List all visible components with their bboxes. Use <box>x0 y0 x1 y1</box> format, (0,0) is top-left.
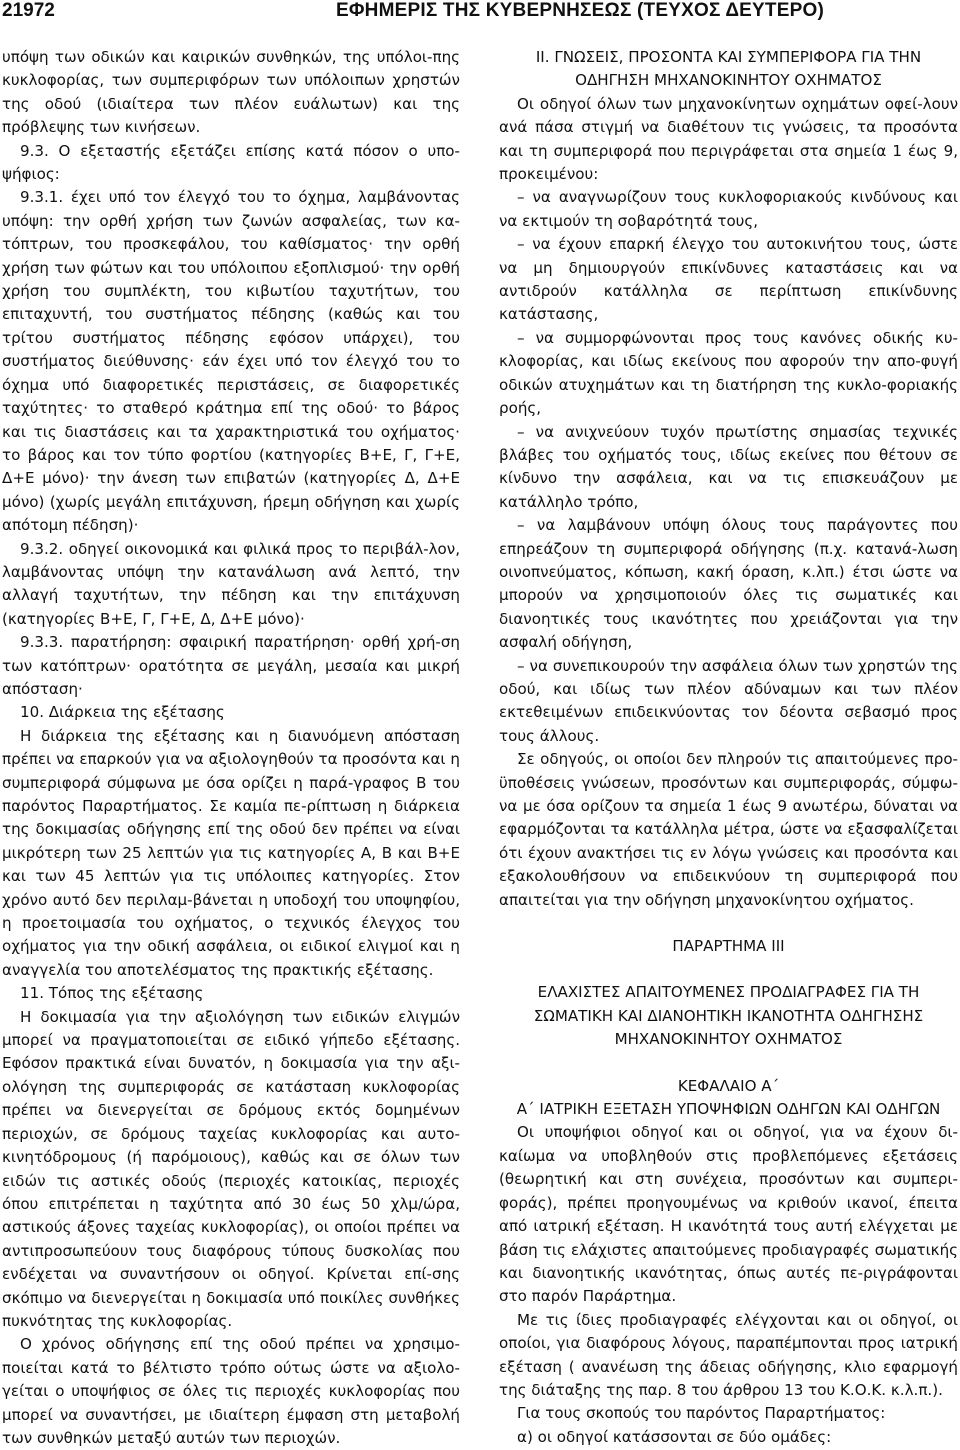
section-heading: 11. Τόπος της εξέτασης <box>20 984 204 1003</box>
paragraph: Ο χρόνος οδήγησης επί της οδού πρέπει να χρησιμο-ποιείται κατά το βέλτιστο τρόπο ούτως ώστε να αξιολο-γείται ο υποψήφιος σε όλες τις περιοχές κυκλοφορίας που μπορεί να συναντήσει, με ιδιαίτερη έμφαση στη μεταβολή των συνθηκών μεταξύ αυτών των περιοχών. <box>2 1335 460 1447</box>
annex-subtitle: ΕΛΑΧΙΣΤΕΣ ΑΠΑΙΤΟΥΜΕΝΕΣ ΠΡΟΔΙΑΓΡΑΦΕΣ ΓΙΑ ΤΗ ΣΩΜΑΤΙΚΗ ΚΑΙ ΔΙΑΝΟΗΤΙΚΗ ΙΚΑΝΟΤΗΤΑ ΟΔΗΓΗΣΗΣ ΜΗΧΑΝΟΚΙΝΗΤΟΥ ΟΧΗΜΑΤΟΣ <box>533 983 924 1049</box>
paragraph: 9.3.1. έχει υπό τον έλεγχό του το όχημα, λαμβάνοντας υπόψη: την ορθή χρήση των ζωνών ασφαλείας, των κα-τόπτρων, του προσκεφάλου, του καθίσματος· την ορθή χρήση των φώτων και του υπόλοιπου εξοπλισμού· την ορθή χρήση του συμπλέκτη, του κιβωτίου ταχυτήτων, του επιταχυντή, του συστήματος πέδησης (καθώς και του τρίτου συστήματος πέδησης εφόσον υπάρχει), του συστήματος διεύθυνσης· εάν έχει υπό τον έλεγχό του το όχημα υπό διαφορετικές περιστάσεις, σε διαφορετικές ταχύτητες· το σταθερό κράτημα επί της οδού· το βάρος και τις διαστάσεις και τα χαρακτηριστικά του οχήματος· το βάρος και τον τύπο φορτίου (κατηγορίες Β+Ε, Γ, Γ+Ε, Δ+Ε μόνο)· την άνεση των επιβατών (κατηγορίες Δ, Δ+Ε μόνο) (χωρίς μεγάλη επιτάχυνση, ήρεμη οδήγηση και χωρίς απότομη πέδηση)· <box>2 188 460 535</box>
paragraph: Για τους σκοπούς του παρόντος Παραρτήματος: <box>517 1404 886 1423</box>
right-column <box>499 46 958 1446</box>
paragraph: Η διάρκεια της εξέτασης και η διανυόμενη απόσταση πρέπει να επαρκούν για να αξιολογηθούν τα προσόντα και η συμπεριφορά σύμφωνα με όσα ορίζει η παρά-γραφος Β του παρόντος Παραρτήματος. Σε καμία πε-ρίπτωση η διάρκεια της δοκιμασίας οδήγησης επί της οδού δεν πρέπει να είναι μικρότερη των 25 λεπτών για τις κατηγορίες Α, Β και Β+Ε και των 45 λεπτών για τις υπόλοιπες κατηγορίες. Στον χρόνο αυτό δεν περιλαμ-βάνεται η υποδοχή του υποψηφίου, η προετοιμασία του οχήματος, ο τεχνικός έλεγχος του οχήματος για την οδική ασφάλεια, οι ειδικοί ελιγμοί και η αναγγελία του αποτελέσματος της πρακτικής εξέτασης. <box>2 726 460 979</box>
paragraph: υπόψη των οδικών και καιρικών συνθηκών, της υπόλοι-πης κυκλοφορίας, των συμπεριφόρων των υπόλοιπων χρηστών της οδού (ιδιαίτερα των πλέον ευάλωτων) και της πρόβλεψης των κινήσεων. <box>2 48 460 137</box>
list-item: – να αναγνωρίζουν τους κυκλοφοριακούς κινδύνους και να εκτιμούν τη σοβαρότητά τους, <box>499 188 958 230</box>
list-item: – να ανιχνεύουν τυχόν πρωτίστης σημασίας τεχνικές βλάβες του οχήματός τους, ιδίως εκείνες που θέτουν σε κίνδυνο την ασφάλεια, και να τις επισκευάζουν με κατάλληλο τρόπο, <box>499 422 958 511</box>
paragraph: 9.3.3. παρατήρηση: σφαιρική παρατήρηση· ορθή χρή-ση των κατόπτρων· ορατότητα σε μεγάλη, μεσαία και μικρή απόσταση· <box>2 633 460 698</box>
paragraph: α) οι οδηγοί κατάσσονται σε δύο ομάδες: <box>517 1427 832 1446</box>
paragraph: Οι οδηγοί όλων των μηχανοκίνητων οχημάτων οφεί-λουν ανά πάσα στιγμή να διαθέτουν τις γνώσεις, τα προσόντα και τη συμπεριφορά που περιγράφεται στα σημεία 1 έως 9, προκειμένου: <box>499 94 958 184</box>
section-heading: 10. Διάρκεια της εξέτασης <box>20 703 225 722</box>
annex-title: ΠΑΡΑΡΤΗΜΑ ΙΙΙ <box>672 937 785 956</box>
paragraph: 9.3. Ο εξεταστής εξετάζει επίσης κατά πόσον ο υπο-ψήφιος: <box>2 141 460 184</box>
paragraph: Η δοκιμασία για την αξιολόγηση των ειδικών ελιγμών μπορεί να πραγματοποιείται σε ειδικό γήπεδο εξέτασης. Εφόσον πρακτικά είναι δυνατόν, η δοκιμασία για την αξι-ολόγηση της συμπεριφοράς σε κατάσταση κυκλοφορίας πρέπει να διενεργείται σε δρόμους εκτός δομημένων περιοχών, σε δρόμους ταχείας κυκλοφορίας και αυτο-κινητόδρομους (ή παρόμοιους), καθώς και σε όλων των ειδών τις αστικές οδούς (περιοχές κατοικίας, περιοχές όπου επιτρέπεται η ταχύτητα από 30 έως 50 χλμ/ώρα, αστικούς άξονες ταχείας κυκλοφορίας), οι οποίοι πρέπει να αντιπροσωπεύουν τους διαφόρους τύπους δυσκολίας που ενδέχεται να συναντήσουν οι οδηγοί. Κρίνεται επί-σης σκόπιμο να διενεργείται η δοκιμασία υπό ποικίλες συνθήκες πυκνότητας της κυκλοφορίας. <box>2 1007 460 1330</box>
list-item: – να συνεπικουρούν την ασφάλεια όλων των χρηστών της οδού, και ιδίως των πλέον αδύναμων και των πλέον εκτεθειμένων επιδεικνύοντας τον δέοντα σεβασμό προς τους άλλους. <box>499 656 958 745</box>
gazette-title: ΕΦΗΜΕΡΙΣ ΤΗΣ ΚΥΒΕΡΝΗΣΕΩΣ (ΤΕΥΧΟΣ ΔΕΥΤΕΡΟ) <box>336 0 824 21</box>
section-title: ΙΙ. ΓΝΩΣΕΙΣ, ΠΡΟΣΟΝΤΑ ΚΑΙ ΣΥΜΠΕΡΙΦΟΡΑ ΓΙΑ ΤΗΝ ΟΔΗΓΗΣΗ ΜΗΧΑΝΟΚΙΝΗΤΟΥ ΟΧΗΜΑΤΟΣ <box>535 48 922 90</box>
left-column <box>2 46 460 1447</box>
chapter-title: ΚΕΦΑΛΑΙΟ Α΄ <box>677 1076 780 1095</box>
paragraph: 9.3.2. οδηγεί οικονομικά και φιλικά προς το περιβάλ-λον, λαμβάνοντας υπόψη την κατανάλωση ανά λεπτό, την αλλαγή ταχυτήτων, την πέδηση και την επιτάχυνση (κατηγορίες Β+Ε, Γ, Γ+Ε, Δ, Δ+Ε μόνο)· <box>2 539 460 628</box>
paragraph: Οι υποψήφιοι οδηγοί και οι οδηγοί, για να έχουν δι-καίωμα να υποβληθούν στις προβλεπόμενες εξετάσεις (θεωρητική και στη συνέχεια, προσόντων και συμπερι-φοράς), πρέπει προηγουμένως να κριθούν ικανοί, έπειτα από ιατρική εξέταση. Η ικανότητά τους αυτή ελέγχεται με βάση τις ελάχιστες απαιτούμενες προδιαγραφές σωματικής και διανοητικής ικανότητας, όπως αυτές πε-ριγράφονται στο παρόν Παράρτημα. <box>499 1123 958 1306</box>
chapter-subtitle: Α΄ ΙΑΤΡΙΚΗ ΕΞΕΤΑΣΗ ΥΠΟΨΗΦΙΩΝ ΟΔΗΓΩΝ ΚΑΙ ΟΔΗΓΩΝ <box>516 1100 941 1119</box>
paragraph: Σε οδηγούς, οι οποίοι δεν πληρούν τις απαιτούμενες προ-ϋποθέσεις γνώσεων, προσόντων και συμπεριφοράς, σύμφω-να με όσα ορίζουν τα σημεία 1 έως 9 ανωτέρω, δύναται να εφαρμόζονται τα κατάλληλα μέτρα, ώστε να εξασφαλίζεται ότι έχουν ανακτήσει τις εν λόγω γνώσεις και προσόντα και εξακολουθήσουν να επιδεικνύουν τη συμπεριφορά που απαιτείται για την οδήγηση μηχανοκίνητου οχήματος. <box>499 750 958 909</box>
list-item: – να συμμορφώνονται προς τους κανόνες οδικής κυ-κλοφορίας, και ιδίως εκείνους που αφορούν την απο-φυγή οδικών ατυχημάτων και τη διατήρηση της κυκλο-φοριακής ροής, <box>499 328 958 418</box>
list-item: – να λαμβάνουν υπόψη όλους τους παράγοντες που επηρεάζουν τη συμπεριφορά οδήγησης (π.χ. κατανά-λωση οινοπνεύματος, κόπωση, κακή όραση, κ.λπ.) έτσι ώστε να μπορούν να χρησιμοποιούν όλες τις σωματικές και διανοητικές τους ικανότητες που χρειάζονται για την ασφαλή οδήγηση, <box>499 516 958 652</box>
paragraph: Με τις ίδιες προδιαγραφές ελέγχονται και οι οδηγοί, οι οποίοι, για διαφόρους λόγους, παραπέμπονται προς ιατρική εξέταση ( ανανέωση της άδειας οδήγησης, κλιο εφαρμογή της διάταξης της παρ. 8 του άρθρου 13 του Κ.Ο.Κ. κ.λ.π.). <box>499 1310 958 1399</box>
page-header <box>0 0 960 34</box>
page-number: 21972 <box>2 0 55 21</box>
list-item: – να έχουν επαρκή έλεγχο του αυτοκινήτου τους, ώστε να μη δημιουργούν επικίνδυνες καταστάσεις και να αντιδρούν κατάλληλα σε περίπτωση επικίνδυνης κατάστασης, <box>499 235 958 324</box>
